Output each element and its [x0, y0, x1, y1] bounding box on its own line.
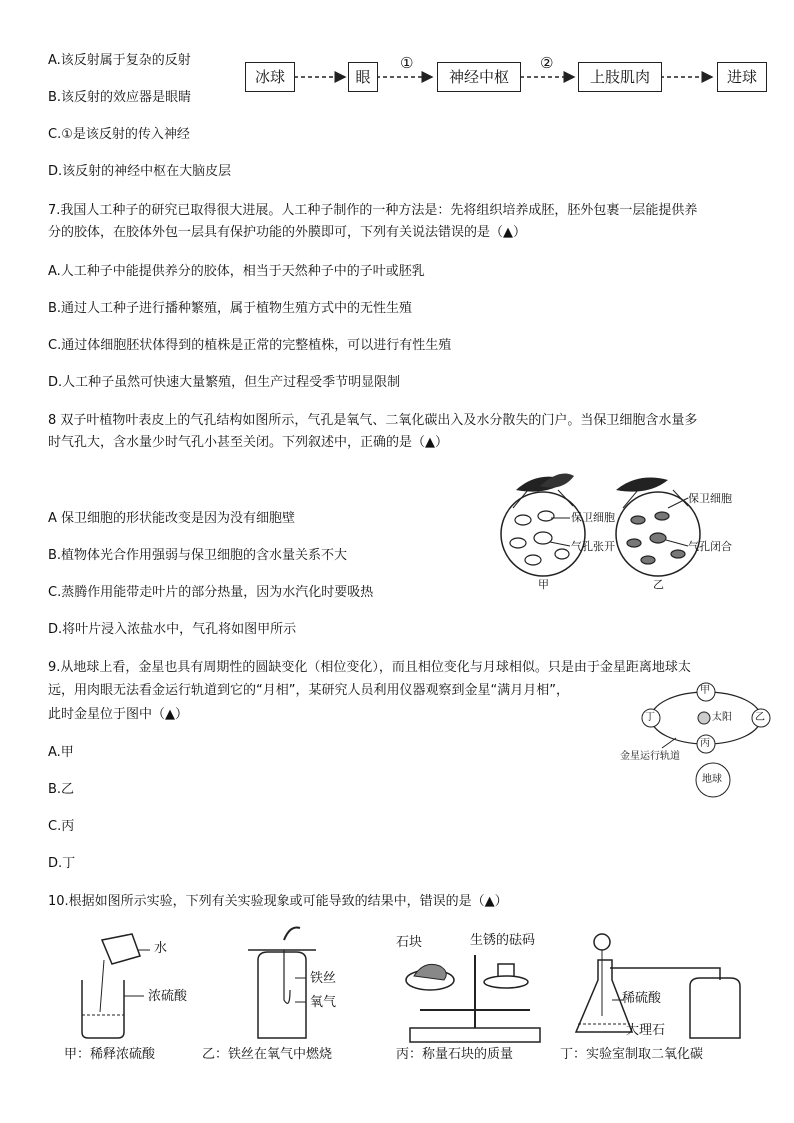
venus-orbit-figure — [622, 682, 772, 802]
stomata-right-label-pore: 气孔闭合 — [688, 540, 732, 553]
orbit-pos-jia: 甲 — [700, 685, 710, 696]
q9-option-a: A.甲 — [48, 745, 74, 760]
q6-option-a: A.该反射属于复杂的反射 — [48, 53, 191, 68]
orbit-sun-label: 太阳 — [712, 712, 732, 723]
flow-box-nerve-center: 神经中枢 — [437, 62, 521, 92]
exp4-label-acid: 稀硫酸 — [622, 991, 662, 1006]
exp2-caption: 乙：铁丝在氧气中燃烧 — [202, 1047, 333, 1062]
exp4-label-marble: 大理石 — [626, 1023, 666, 1038]
exp3-caption: 丙：称量石块的质量 — [396, 1047, 514, 1062]
q8-option-d: D.将叶片浸入浓盐水中，气孔将如图甲所示 — [48, 622, 297, 637]
q7-stem-line-2: 分的胶体，在胶体外包一层具有保护功能的外膜即可，下列有关说法错误的是（▲） — [48, 225, 526, 240]
stomata-right-caption: 乙 — [653, 578, 664, 591]
exp4-caption: 丁：实验室制取二氧化碳 — [560, 1047, 704, 1062]
stomata-left-caption: 甲 — [538, 578, 549, 591]
q8-stem-line-2: 时气孔大，含水量少时气孔小甚至关闭。下列叙述中，正确的是（▲） — [48, 435, 448, 450]
flow-arrows — [0, 0, 794, 110]
q8-stem-line-1: 8 双子叶植物叶表皮上的气孔结构如图所示，气孔是氧气、二氧化碳出入及水分散失的门户。当保卫细胞含水量多 — [48, 413, 698, 428]
q9-option-c: C.丙 — [48, 819, 75, 834]
q9-stem-line-3: 此时金星位于图中（▲） — [48, 707, 188, 722]
q7-option-d: D.人工种子虽然可快速大量繁殖，但生产过程受季节明显限制 — [48, 375, 401, 390]
exp3-label-weight: 生锈的砝码 — [470, 933, 536, 948]
stomata-figure — [488, 468, 778, 591]
exp2-label-wire: 铁丝 — [310, 971, 337, 986]
flow-box-ice-ball: 冰球 — [245, 62, 295, 92]
stomata-left-label-cell: 保卫细胞 — [571, 511, 615, 524]
exp1-label-water: 水 — [154, 941, 168, 956]
q8-option-b: B.植物体光合作用强弱与保卫细胞的含水量关系不大 — [48, 548, 348, 563]
q9-option-b: B.乙 — [48, 782, 75, 797]
q6-option-b: B.该反射的效应器是眼睛 — [48, 90, 192, 105]
flow-box-goal: 进球 — [717, 62, 767, 92]
orbit-pos-yi: 乙 — [755, 712, 765, 723]
stomata-drawing — [488, 468, 778, 588]
orbit-drawing — [622, 682, 772, 802]
q8-option-a: A 保卫细胞的形状能改变是因为没有细胞壁 — [48, 511, 296, 526]
q9-option-d: D.丁 — [48, 856, 76, 871]
q8-option-c: C.蒸腾作用能带走叶片的部分热量，因为水汽化时要吸热 — [48, 585, 374, 600]
q7-option-c: C.通过体细胞胚状体得到的植株是正常的完整植株，可以进行有性生殖 — [48, 338, 452, 353]
flow-box-arm-muscle: 上肢肌肉 — [578, 62, 662, 92]
stomata-right-label-cell: 保卫细胞 — [688, 492, 732, 505]
orbit-pos-ding: 丁 — [645, 712, 655, 723]
stomata-left-label-pore: 气孔张开 — [571, 540, 615, 553]
q10-stem: 10.根据如图所示实验，下列有关实验现象或可能导致的结果中，错误的是（▲） — [48, 894, 508, 909]
q10-experiment-figures — [0, 920, 794, 1070]
q9-stem-line-1: 9.从地球上看，金星也具有周期性的圆缺变化（相位变化），而且相位变化与月球相似。只是由于金星距离地球太 — [48, 660, 691, 675]
exp1-caption: 甲：稀释浓硫酸 — [64, 1047, 156, 1062]
orbit-path-label: 金星运行轨道 — [620, 751, 680, 762]
flow-box-eye: 眼 — [348, 62, 378, 92]
q7-option-a: A.人工种子中能提供养分的胶体，相当于天然种子中的子叶或胚乳 — [48, 264, 425, 279]
exp2-label-oxygen: 氧气 — [310, 995, 337, 1010]
orbit-earth-label: 地球 — [702, 774, 722, 785]
q6-option-d: D.该反射的神经中枢在大脑皮层 — [48, 164, 232, 179]
q9-stem-line-2: 远，用肉眼无法看金运行轨道到它的“月相”，某研究人员利用仪器观察到金星“满月月相”， — [48, 683, 569, 698]
exp1-label-acid: 浓硫酸 — [148, 989, 188, 1004]
flow-mark-1: ① — [400, 54, 414, 72]
q7-stem-line-1: 7.我国人工种子的研究已取得很大进展。人工种子制作的一种方法是：先将组织培养成胚，胚外包裹一层能提供养 — [48, 203, 698, 218]
orbit-pos-bing: 丙 — [700, 738, 710, 749]
reflex-flow-chart — [0, 0, 794, 110]
q6-option-c: C.①是该反射的传入神经 — [48, 127, 190, 142]
exp3-label-stone: 石块 — [396, 935, 423, 950]
q7-option-b: B.通过人工种子进行播种繁殖，属于植物生殖方式中的无性生殖 — [48, 301, 413, 316]
flow-mark-2: ② — [540, 54, 554, 72]
